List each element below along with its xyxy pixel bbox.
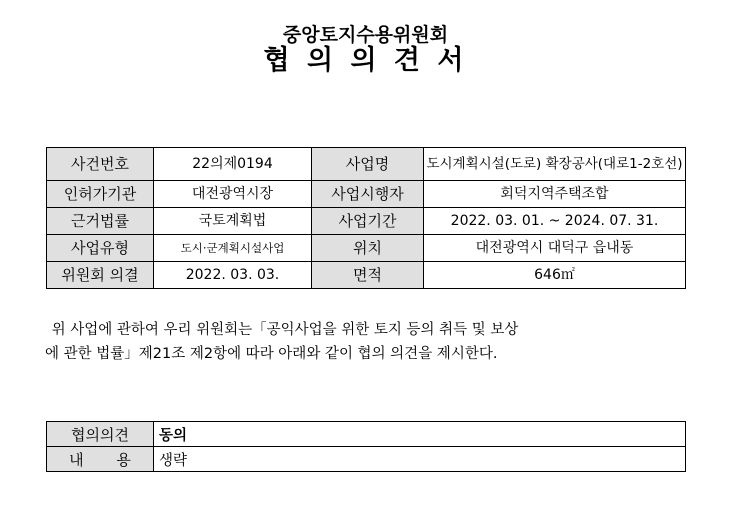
project-operator-label: 사업시행자	[312, 181, 424, 208]
body-paragraph	[47, 318, 697, 366]
table-row	[47, 235, 686, 262]
legal-basis-value: 국토계획법	[154, 208, 312, 235]
project-operator-value: 회덕지역주택조합	[424, 181, 686, 208]
area-value: 646㎡	[424, 262, 686, 289]
case-number-label: 사건번호	[47, 148, 154, 181]
table-row	[47, 148, 686, 181]
case-info-table	[46, 147, 686, 289]
body-line-2: 에 관한 법률」제21조 제2항에 따라 아래와 같이 협의 의견을 제시한다.	[45, 346, 498, 362]
case-number-value: 22의제0194	[154, 148, 312, 181]
project-period-label: 사업기간	[312, 208, 424, 235]
body-line-1: 위 사업에 관하여 우리 위원회는「공익사업을 위한 토지 등의 취득 및 보상	[47, 322, 519, 338]
location-label: 위치	[312, 235, 424, 262]
project-type-label: 사업유형	[47, 235, 154, 262]
project-period-value: 2022. 03. 01. ~ 2024. 07. 31.	[424, 208, 686, 235]
table-row	[47, 422, 686, 447]
committee-decision-label: 위원회 의결	[47, 262, 154, 289]
opinion-table	[46, 421, 686, 472]
permit-agency-label: 인허가기관	[47, 181, 154, 208]
content-value: 생략	[154, 447, 686, 472]
document-title: 협 의 의 견 서	[263, 45, 468, 76]
permit-agency-value: 대전광역시장	[154, 181, 312, 208]
opinion-value: 동의	[154, 422, 686, 447]
table-row	[47, 181, 686, 208]
committee-decision-value: 2022. 03. 03.	[154, 262, 312, 289]
project-name-label: 사업명	[312, 148, 424, 181]
content-label-text: 내 용	[69, 450, 145, 469]
table-row	[47, 447, 686, 472]
project-type-value: 도시·군계획시설사업	[154, 235, 312, 262]
table-row	[47, 208, 686, 235]
opinion-label: 협의의견	[47, 422, 154, 447]
location-value: 대전광역시 대덕구 읍내동	[424, 235, 686, 262]
table-row	[47, 262, 686, 289]
content-label	[47, 447, 154, 472]
legal-basis-label: 근거법률	[47, 208, 154, 235]
area-label: 면적	[312, 262, 424, 289]
project-name-value: 도시계획시설(도로) 확장공사(대로1-2호선)	[424, 148, 686, 181]
organization-name: 중앙토지수용위원회	[282, 24, 449, 46]
